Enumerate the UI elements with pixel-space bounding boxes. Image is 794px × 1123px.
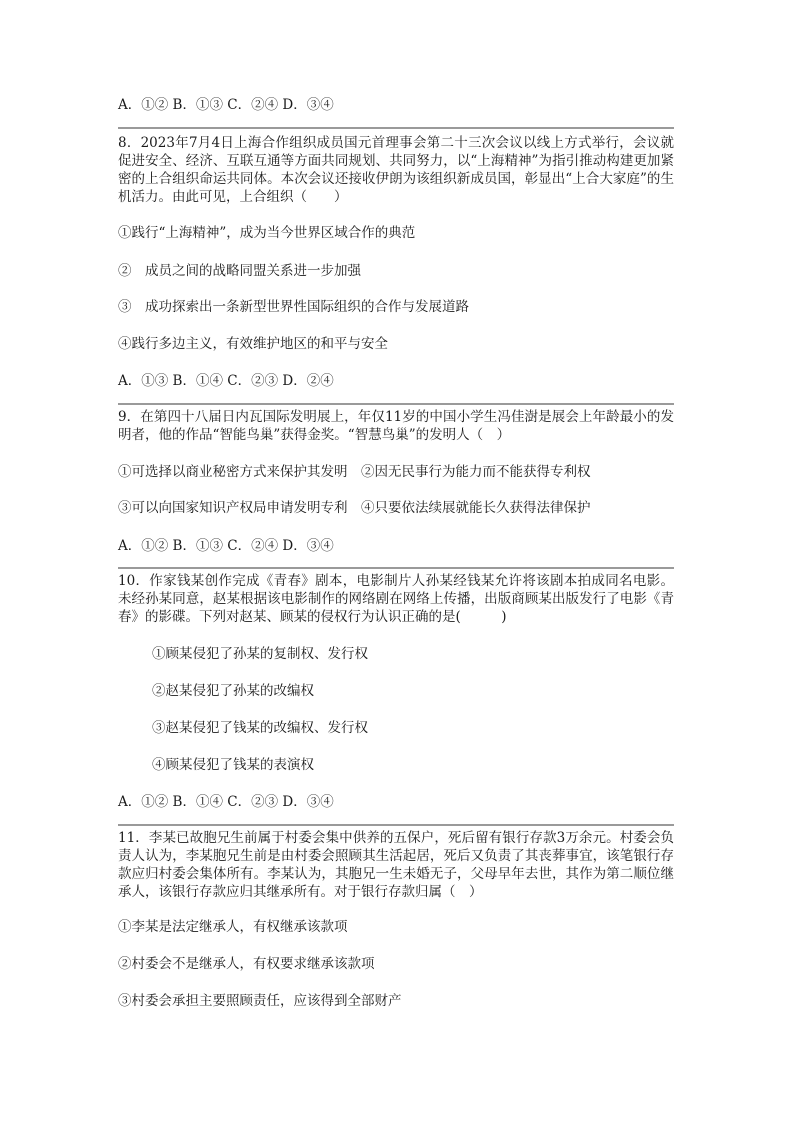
q8-item-3: ③ 成功探索出一条新型世界性国际组织的合作与发展道路	[118, 299, 469, 315]
q10-item-1: ①顾某侵犯了孙某的复制权、发行权	[152, 646, 368, 662]
q9-options: A．①② B．①③ C．②④ D．③④	[118, 538, 334, 554]
q8-item-4: ④践行多边主义，有效维护地区的和平与安全	[118, 336, 388, 352]
q9-item-2: ③可以向国家知识产权局申请发明专利 ④只要依法续展就能长久获得法律保护	[118, 500, 591, 516]
q8-stem: 8．2023年7月4日上海合作组织成员国元首理事会第二十三次会议以线上方式举行，会议就促进安全、经济、互联互通等方面共同规划、共同努力，以“上海精神”为指引推动构建更加紧密的上合组织命运共同体。本次会议还接收伊朗为该组织新成员国，彰显出“上合大家庭”的生机活力。由此可见，上合组织（ ）	[118, 135, 674, 205]
divider	[118, 403, 674, 405]
q8-item-2: ② 成员之间的战略同盟关系进一步加强	[118, 263, 361, 279]
divider	[118, 127, 674, 129]
q10-item-4: ④顾某侵犯了钱某的表演权	[152, 757, 314, 773]
q10-item-2: ②赵某侵犯了孙某的改编权	[152, 683, 314, 699]
divider	[118, 824, 674, 826]
q10-stem: 10．作家钱某创作完成《青春》剧本，电影制片人孙某经钱某允许将该剧本拍成同名电影。未经孙某同意，赵某根据该电影制作的网络剧在网络上传播，出版商顾某出版发行了电影《青春》的影碟。下列对赵某、顾某的侵权行为认识正确的是( )	[118, 573, 674, 625]
q10-options: A．①② B．①④ C．②③ D．③④	[118, 794, 334, 810]
q8-item-1: ①践行“上海精神”，成为当今世界区域合作的典范	[118, 225, 416, 241]
q9-stem: 9．在第四十八届日内瓦国际发明展上，年仅11岁的中国小学生冯佳澍是展会上年龄最小的发明者，他的作品“智能鸟巢”获得金奖。“智慧鸟巢”的发明人（ ）	[118, 409, 674, 443]
q11-item-3: ③村委会承担主要照顾责任，应该得到全部财产	[118, 993, 402, 1009]
q11-stem: 11．李某已故胞兄生前属于村委会集中供养的五保户，死后留有银行存款3万余元。村委会负责人认为，李某胞兄生前是由村委会照顾其生活起居，死后又负责了其丧葬事宜，该笔银行存款应归村委会集体所有。李某认为，其胞兄一生未婚无子，父母早年去世，其作为第二顺位继承人，该银行存款应归其继承所有。对于银行存款归属（ ）	[118, 830, 674, 900]
q9-item-1: ①可选择以商业秘密方式来保护其发明 ②因无民事行为能力而不能获得专利权	[118, 464, 591, 480]
q11-item-2: ②村委会不是继承人，有权要求继承该款项	[118, 956, 375, 972]
q10-item-3: ③赵某侵犯了钱某的改编权、发行权	[152, 720, 368, 736]
q8-options: A．①③ B．①④ C．②③ D．②④	[118, 373, 334, 389]
q11-item-1: ①李某是法定继承人，有权继承该款项	[118, 919, 348, 935]
divider	[118, 567, 674, 569]
q7-options: A．①② B．①③ C．②④ D．③④	[118, 97, 334, 113]
